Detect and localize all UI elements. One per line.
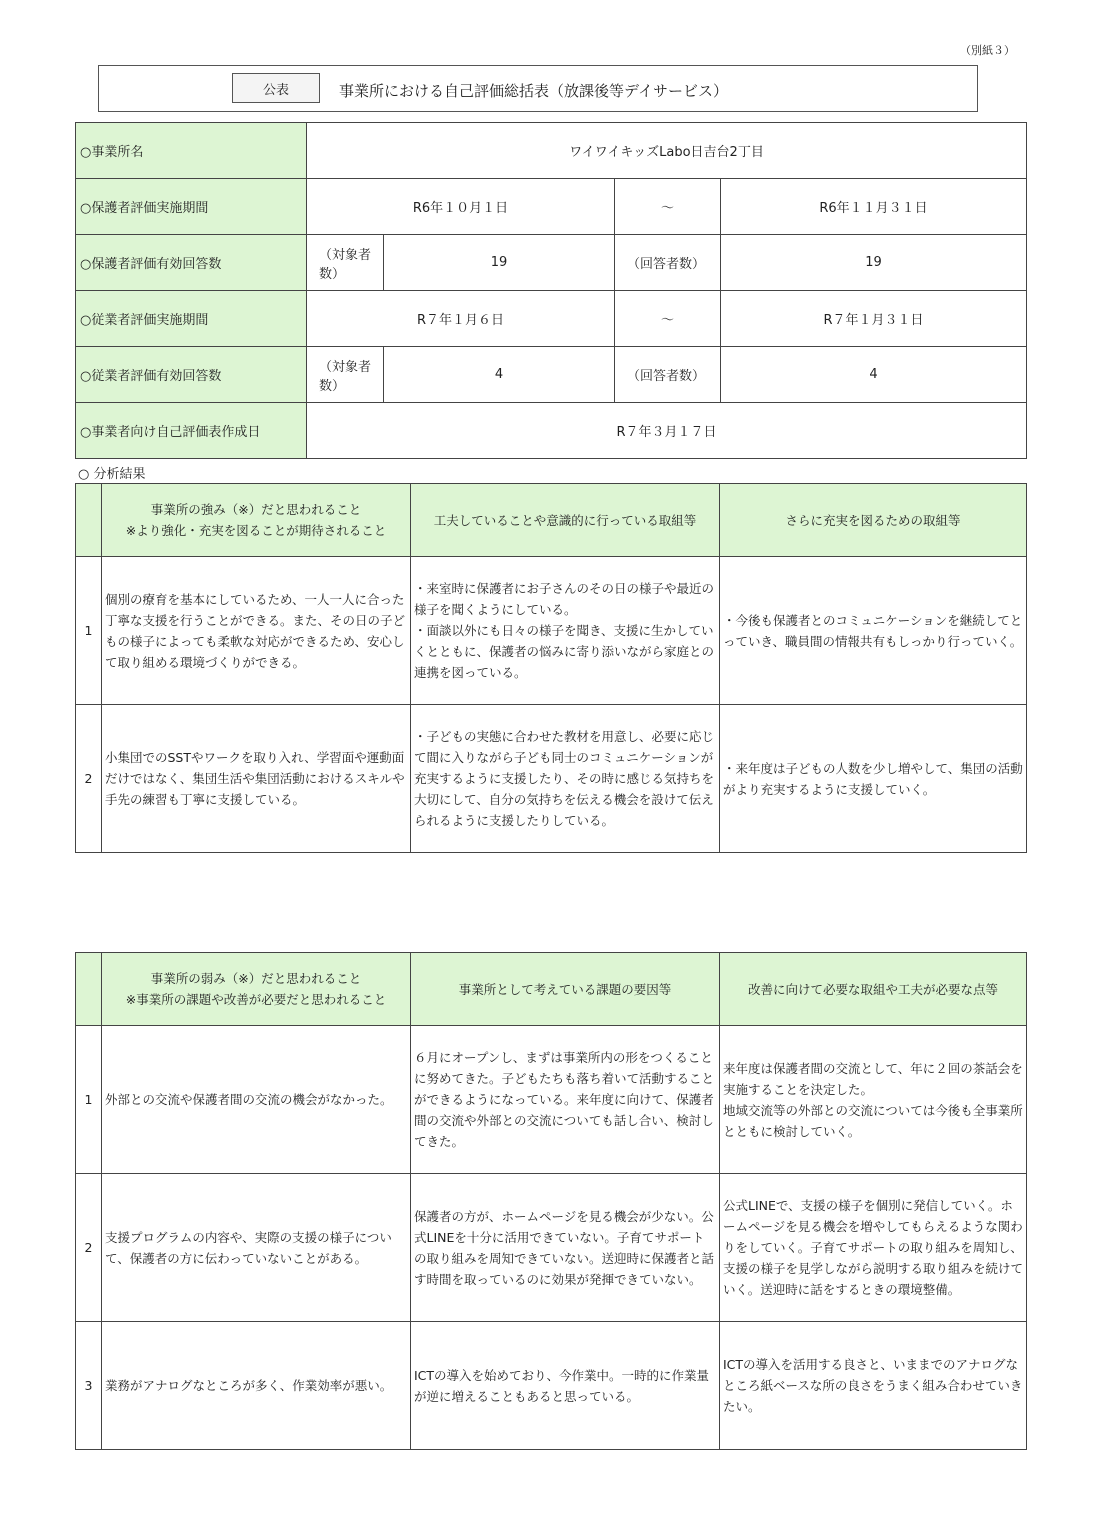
office-value: ワイワイキッズLabo日吉台2丁目 bbox=[307, 123, 1027, 179]
strengths-header-blank bbox=[76, 484, 102, 557]
strength-text: 個別の療育を基本にしているため、一人一人に合った丁寧な支援を行うことができる。また、その日の子どもの様子によっても柔軟な対応ができるため、安心して取り組める環境づくりができる。 bbox=[102, 557, 411, 705]
row-number: 1 bbox=[76, 557, 102, 705]
weakness-text: 外部との交流や保護者間の交流の機会がなかった。 bbox=[102, 1026, 411, 1174]
weakness-text: 支援プログラムの内容や、実際の支援の様子について、保護者の方に伝わっていないことがある。 bbox=[102, 1174, 411, 1322]
created-label: ○事業者向け自己評価表作成日 bbox=[76, 403, 307, 459]
weakness-improvements: ICTの導入を活用する良さと、いままでのアナログなところ紙ベースな所の良さをうまく組み合わせていきたい。 bbox=[720, 1322, 1027, 1450]
guardian-answer-value: 19 bbox=[721, 235, 1027, 291]
guardian-target-label: （対象者数） bbox=[307, 235, 384, 291]
guardian-answer-label: （回答者数） bbox=[615, 235, 721, 291]
strengths-table bbox=[75, 483, 1027, 853]
info-row-staff-period bbox=[76, 291, 1027, 347]
strength-efforts: ・子どもの実態に合わせた教材を用意し、必要に応じて間に入りながら子ども同士のコミュニケーションが充実するように支援したり、その時に感じる気持ちを大切にして、自分の気持ちを伝える機会を設けて伝えられるように支援したりしている。 bbox=[411, 705, 720, 853]
table-row bbox=[76, 1026, 1027, 1174]
weaknesses-table bbox=[75, 952, 1027, 1450]
info-row-office bbox=[76, 123, 1027, 179]
guardian-period-tilde: ～ bbox=[615, 179, 721, 235]
weakness-improvements: 来年度は保護者間の交流として、年に２回の茶話会を実施することを決定した。 地域交流等の外部との交流については今後も全事業所とともに検討していく。 bbox=[720, 1026, 1027, 1174]
row-number: 1 bbox=[76, 1026, 102, 1174]
weakness-text: 業務がアナログなところが多く、作業効率が悪い。 bbox=[102, 1322, 411, 1450]
analysis-section-label: ○ 分析結果 bbox=[78, 467, 146, 482]
staff-answer-value: 4 bbox=[721, 347, 1027, 403]
strengths-header-2: 工夫していることや意識的に行っている取組等 bbox=[411, 484, 720, 557]
strength-text: 小集団でのSSTやワークを取り入れ、学習面や運動面だけではなく、集団生活や集団活動におけるスキルや手先の練習も丁寧に支援している。 bbox=[102, 705, 411, 853]
info-row-guardian-period bbox=[76, 179, 1027, 235]
strength-further-actions: ・今後も保護者とのコミュニケーションを継続してとっていき、職員間の情報共有もしっかり行っていく。 bbox=[720, 557, 1027, 705]
weakness-causes: 保護者の方が、ホームページを見る機会が少ない。公式LINEを十分に活用できていない。子育てサポートの取り組みを周知できていない。送迎時に保護者と話す時間を取っているのに効果が発揮できていない。 bbox=[411, 1174, 720, 1322]
info-row-created bbox=[76, 403, 1027, 459]
staff-period-label: ○従業者評価実施期間 bbox=[76, 291, 307, 347]
strengths-header-1: 事業所の強み（※）だと思われること ※より強化・充実を図ることが期待されること bbox=[102, 484, 411, 557]
info-row-guardian-count bbox=[76, 235, 1027, 291]
info-table bbox=[75, 122, 1027, 459]
row-number: 3 bbox=[76, 1322, 102, 1450]
table-row bbox=[76, 705, 1027, 853]
guardian-count-label: ○保護者評価有効回答数 bbox=[76, 235, 307, 291]
public-label: 公表 bbox=[232, 73, 320, 103]
weakness-causes: ６月にオープンし、まずは事業所内の形をつくることに努めてきた。子どもたちも落ち着いて活動することができるようになっている。来年度に向けて、保護者間の交流や外部との交流についても話し合い、検討してきた。 bbox=[411, 1026, 720, 1174]
guardian-period-start: R6年１０月１日 bbox=[307, 179, 615, 235]
staff-period-tilde: ～ bbox=[615, 291, 721, 347]
weakness-improvements: 公式LINEで、支援の様子を個別に発信していく。ホームページを見る機会を増やしてもらえるような関わりをしていく。子育てサポートの取り組みを周知し、支援の様子を見学しながら説明する取り組みを続けていく。送迎時に話をするときの環境整備。 bbox=[720, 1174, 1027, 1322]
staff-period-start: R７年１月６日 bbox=[307, 291, 615, 347]
staff-target-value: 4 bbox=[384, 347, 615, 403]
strengths-header-3: さらに充実を図るための取組等 bbox=[720, 484, 1027, 557]
guardian-target-value: 19 bbox=[384, 235, 615, 291]
document-title: 事業所における自己評価総括表（放課後等デイサービス） bbox=[339, 82, 728, 100]
table-row bbox=[76, 1322, 1027, 1450]
row-number: 2 bbox=[76, 705, 102, 853]
table-row bbox=[76, 1174, 1027, 1322]
staff-answer-label: （回答者数） bbox=[615, 347, 721, 403]
weakness-causes: ICTの導入を始めており、今作業中。一時的に作業量が逆に増えることもあると思っている。 bbox=[411, 1322, 720, 1450]
info-row-staff-count bbox=[76, 347, 1027, 403]
weaknesses-header-blank bbox=[76, 953, 102, 1026]
weaknesses-header-3: 改善に向けて必要な取組や工夫が必要な点等 bbox=[720, 953, 1027, 1026]
staff-count-label: ○従業者評価有効回答数 bbox=[76, 347, 307, 403]
strength-efforts: ・来室時に保護者にお子さんのその日の様子や最近の様子を聞くようにしている。 ・面談以外にも日々の様子を聞き、支援に生かしていくとともに、保護者の悩みに寄り添いながら家庭との連携を図っている。 bbox=[411, 557, 720, 705]
weaknesses-header-1: 事業所の弱み（※）だと思われること ※事業所の課題や改善が必要だと思われること bbox=[102, 953, 411, 1026]
office-label: ○事業所名 bbox=[76, 123, 307, 179]
strength-further-actions: ・来年度は子どもの人数を少し増やして、集団の活動がより充実するように支援していく。 bbox=[720, 705, 1027, 853]
weaknesses-header-2: 事業所として考えている課題の要因等 bbox=[411, 953, 720, 1026]
weaknesses-header-row bbox=[76, 953, 1027, 1026]
title-box bbox=[98, 65, 978, 112]
guardian-period-end: R6年１１月３１日 bbox=[721, 179, 1027, 235]
staff-period-end: R７年１月３１日 bbox=[721, 291, 1027, 347]
table-row bbox=[76, 557, 1027, 705]
created-value: R７年３月１７日 bbox=[307, 403, 1027, 459]
guardian-period-label: ○保護者評価実施期間 bbox=[76, 179, 307, 235]
row-number: 2 bbox=[76, 1174, 102, 1322]
document-id: （別紙３） bbox=[960, 44, 1015, 57]
strengths-header-row bbox=[76, 484, 1027, 557]
staff-target-label: （対象者数） bbox=[307, 347, 384, 403]
